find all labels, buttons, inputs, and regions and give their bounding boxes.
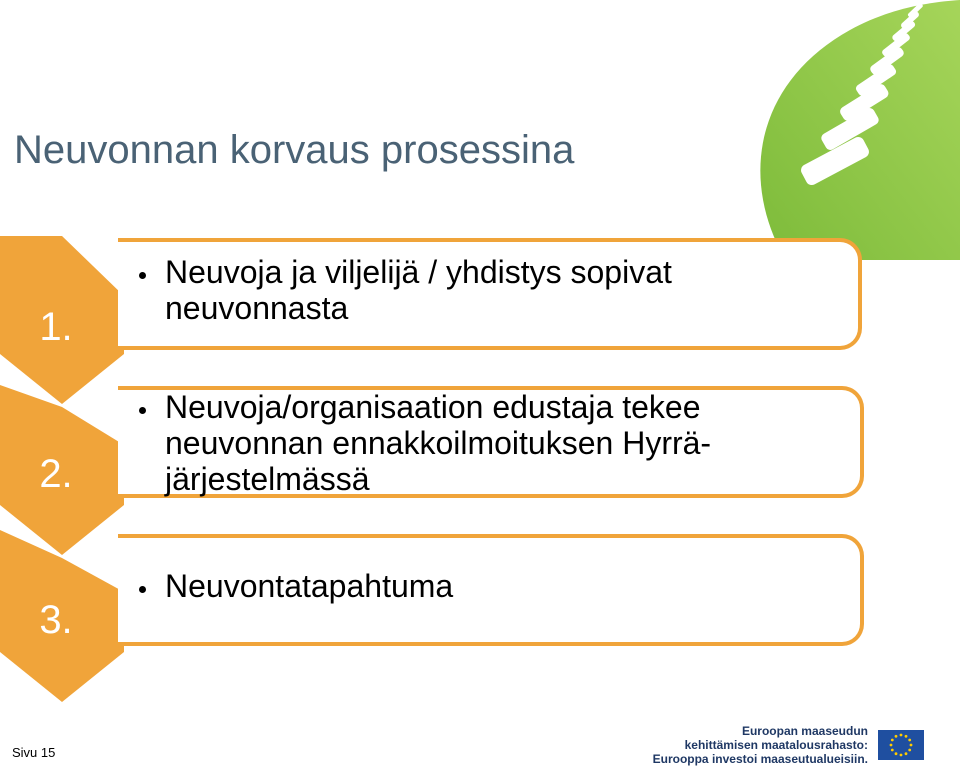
step-2-line-2: neuvonnan ennakkoilmoituksen Hyrrä- xyxy=(165,425,712,461)
slide-title: Neuvonnan korvaus prosessina xyxy=(14,128,575,172)
eu-line-1: Euroopan maaseudun xyxy=(741,724,868,738)
step-1-bullet xyxy=(139,272,146,279)
step-2-number: 2. xyxy=(39,452,73,496)
step-2-line-3: järjestelmässä xyxy=(165,461,370,497)
eu-line-3: Eurooppa investoi maaseutualueisiin. xyxy=(652,752,868,766)
step-1-line-1: Neuvoja ja viljelijä / yhdistys sopivat xyxy=(165,254,672,290)
step-3-line-1: Neuvontatapahtuma xyxy=(165,568,454,604)
leaf-logo-icon xyxy=(740,0,960,260)
eu-flag-icon xyxy=(878,730,924,760)
eu-line-2: kehittämisen maatalousrahasto: xyxy=(684,738,868,752)
step-1-line-2: neuvonnasta xyxy=(165,290,349,326)
step-3-text xyxy=(165,568,453,604)
eu-funding-text xyxy=(653,724,868,766)
page-number: Sivu 15 xyxy=(12,745,56,760)
step-2-line-1: Neuvoja/organisaation edustaja tekee xyxy=(165,389,701,425)
step-1-number: 1. xyxy=(39,305,73,349)
step-3-bullet xyxy=(139,586,146,593)
step-3-number: 3. xyxy=(39,598,73,642)
step-2-text xyxy=(165,389,711,497)
step-1-text xyxy=(165,254,672,326)
step-2-bullet xyxy=(139,407,146,414)
